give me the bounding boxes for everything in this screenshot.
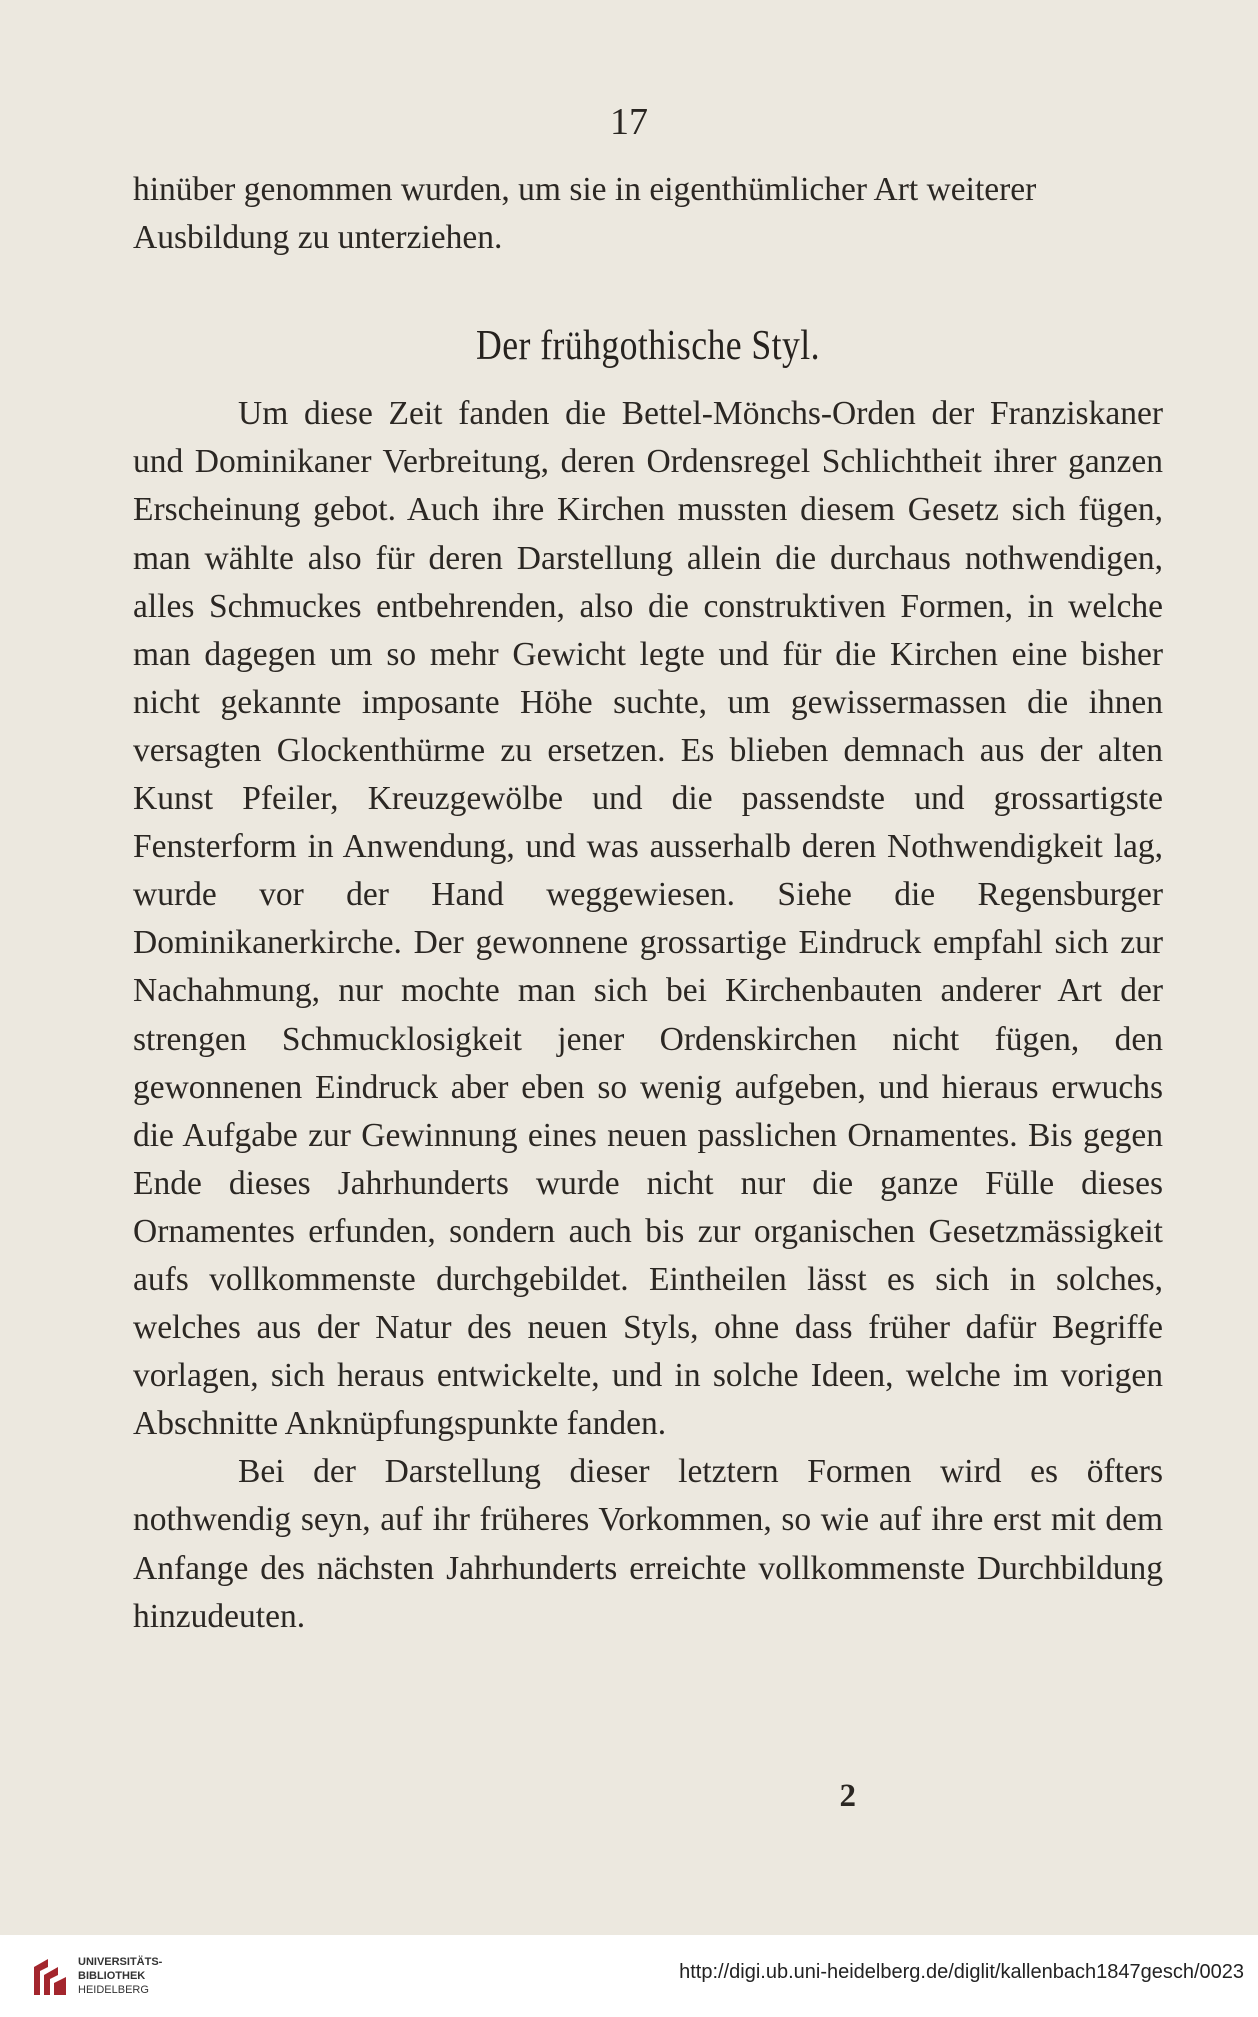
- continuation-paragraph: hinüber genommen wurden, um sie in eigenthümlicher Art weiterer Ausbildung zu unterziehen.: [133, 171, 1037, 257]
- page-number: 17: [610, 101, 648, 143]
- paragraph-2: Bei der Darstellung dieser letztern Formen wird es öfters nothwendig seyn, auf ihr früheres Vorkommen, so wie auf ihre erst mit dem Anfange des nächsten Jahrhunderts erreichte vollkommenste Durchbildung hinzudeuten.: [133, 1453, 1163, 1635]
- footer-bar: [0, 1935, 1258, 2017]
- paragraph-1: Um diese Zeit fanden die Bettel-Mönchs-Orden der Franziskaner und Dominikaner Verbreitung, deren Ordensregel Schlichtheit ihrer ganzen Erscheinung gebot. Auch ihre Kirchen mussten diesem Gesetz sich fügen, man wählte also für deren Darstellung allein die durchaus nothwendigen, alles Schmuckes entbehrenden, also die construktiven Formen, in welche man dagegen um so mehr Gewicht legte und für die Kirchen eine bisher nicht gekannte imposante Höhe suchte, um gewissermassen die ihnen versagten Glockenthürme zu ersetzen. Es blieben demnach aus der alten Kunst Pfeiler, Kreuzgewölbe und die passendste und grossartigste Fensterform in Anwendung, und was ausserhalb deren Nothwendigkeit lag, wurde vor der Hand weggewiesen. Siehe die Regensburger Dominikanerkirche. Der gewonnene grossartige Eindruck empfahl sich zur Nachahmung, nur mochte man sich bei Kirchenbauten anderer Art der strengen Schmucklosigkeit jener Ordenskirchen nicht fügen, den gewonnenen Eindruck aber eben so wenig aufgeben, und hieraus erwuchs die Aufgabe zur Gewinnung eines neuen passlichen Ornamentes. Bis gegen Ende dieses Jahrhunderts wurde nicht nur die ganze Fülle dieses Ornamentes erfunden, sondern auch bis zur organischen Gesetzmässigkeit aufs vollkommenste durchgebildet. Eintheilen lässt es sich in solches, welches aus der Natur des neuen Styls, ohne dass früher dafür Begriffe vorlagen, sich heraus entwickelte, und in solche Ideen, welche im vorigen Abschnitte Anknüpfungspunkte fanden.: [133, 395, 1163, 1443]
- signature-mark: 2: [839, 1778, 856, 1814]
- source-url-link[interactable]: http://digi.ub.uni-heidelberg.de/diglit/kallenbach1847gesch/0023: [679, 1961, 1244, 1983]
- logo-line-2: BIBLIOTHEK: [78, 1970, 146, 1982]
- logo-line-3: HEIDELBERG: [78, 1984, 149, 1996]
- library-name[interactable]: [78, 1955, 162, 1997]
- library-logo-icon[interactable]: [30, 1955, 70, 1999]
- logo-line-1: UNIVERSITÄTS-: [78, 1956, 163, 1968]
- section-heading: Der frühgothische Styl.: [476, 323, 820, 370]
- body-text: [133, 166, 1163, 1641]
